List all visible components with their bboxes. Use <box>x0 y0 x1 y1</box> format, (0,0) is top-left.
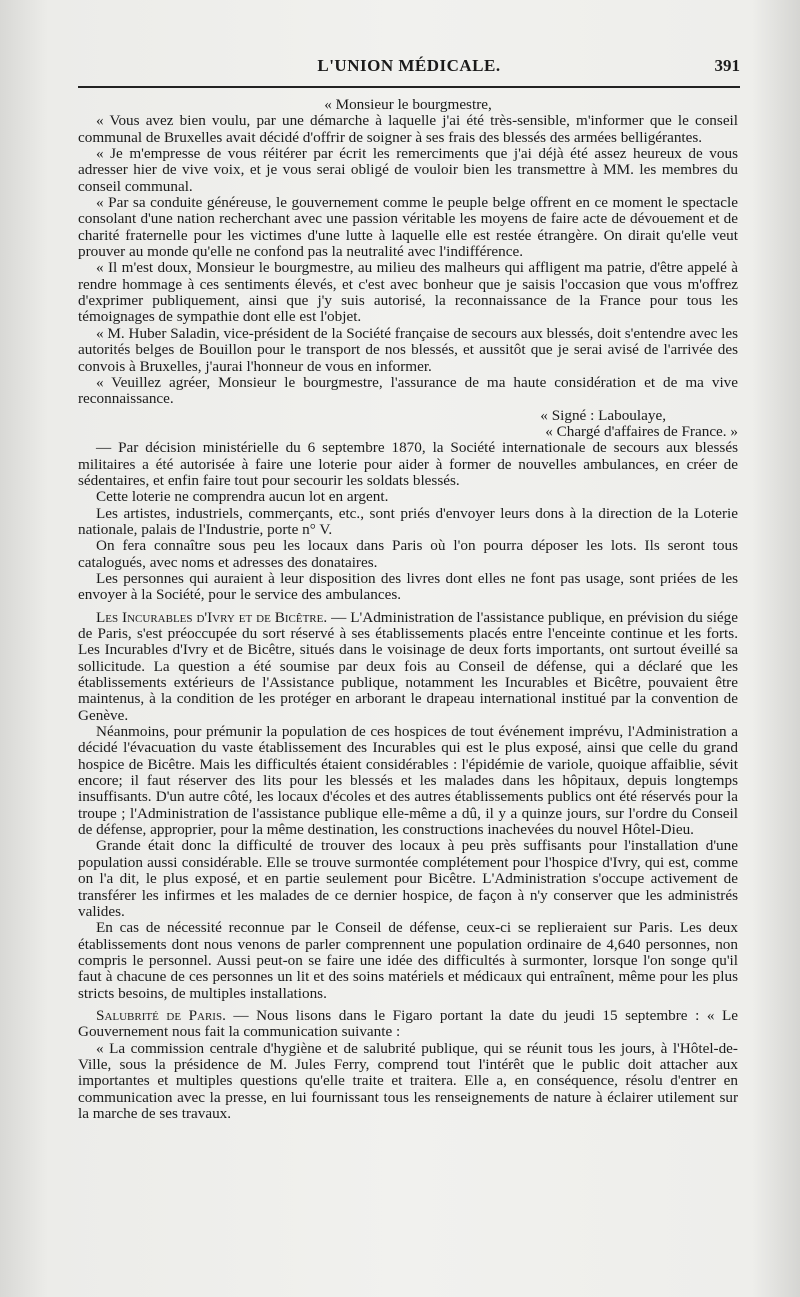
paragraph <box>78 97 738 113</box>
paragraph <box>78 506 738 539</box>
paragraph-text: « Signé : Laboulaye, <box>540 406 666 424</box>
paragraph <box>78 146 738 195</box>
paragraph-text: « Je m'empresse de vous réitérer par écrit les remerciments que j'ai déjà été assez heureux de vous adresser hier de vive voix, et je vous serai obligé de vouloir bien les transmettre à MM. les membres du conseil communal. <box>78 145 738 195</box>
paragraph <box>78 538 738 571</box>
paragraph-text: Les artistes, industriels, commerçants, etc., sont priés d'envoyer leurs dons à la direction de la Loterie nationale, palais de l'Industrie, porte n° V. <box>78 504 738 538</box>
paragraph <box>78 571 738 604</box>
paragraph-text: « Vous avez bien voulu, par une démarche à laquelle j'ai été très-sensible, m'informer que le conseil communal de Bruxelles avait décidé d'offrir de soigner à ses frais des blessés des armées belligérantes. <box>78 112 738 146</box>
section-lead: Salubrité de Paris. <box>96 1006 226 1024</box>
paragraph <box>78 1008 738 1041</box>
paragraph <box>78 440 738 489</box>
paragraph-text: Les personnes qui auraient à leur disposition des livres dont elles ne font pas usage, sont priées de les envoyer à la Société, pour le service des ambulances. <box>78 569 738 604</box>
page-number: 391 <box>714 56 740 75</box>
paragraph <box>78 195 738 260</box>
paragraph-text: « Monsieur le bourgmestre, <box>324 96 492 113</box>
running-title: L'UNION MÉDICALE. <box>317 56 501 75</box>
paragraph-text: Cette loterie ne comprendra aucun lot en argent. <box>96 488 389 506</box>
paragraph-text: On fera connaître sous peu les locaux dans Paris où l'on pourra déposer les lots. Ils seront tous catalogués, avec noms et adresses des donataires. <box>78 537 738 571</box>
article-body <box>78 97 738 1122</box>
page-header <box>78 56 740 86</box>
header-rule <box>78 86 740 88</box>
paragraph-text: — Nous lisons dans le Figaro portant la date du jeudi 15 septembre : « Le Gouvernement nous fait la communication suivante : <box>78 1006 738 1041</box>
paragraph <box>78 424 738 440</box>
section-lead: Les Incurables d'Ivry et de Bicêtre. <box>96 608 328 626</box>
paragraph-text: « Veuillez agréer, Monsieur le bourgmestre, l'assurance de ma haute considération et de ma vive reconnaissance. <box>78 373 738 408</box>
paragraph-text: « La commission centrale d'hygiène et de salubrité publique, qui se réunit tous les jours, à l'Hôtel-de-Ville, sous la présidence de M. Jules Ferry, comprend tout l'intérêt que le public doit attacher aux importantes et multiples questions qu'elle traite et traitera. Elle a, en conséquence, résolu d'entrer en communication avec la presse, en lui fournissant tous les renseignements de nature à éclairer utilement sur la marche de ses travaux. <box>78 1039 738 1122</box>
paragraph-text: « M. Huber Saladin, vice-président de la Société française de secours aux blessés, doit s'entendre avec les autorités belges de Bouillon pour le transport de nos blessés, et aussitôt que je serai avisé de l'arrivée des convois à Bruxelles, j'aurai l'honneur de vous en informer. <box>78 324 738 375</box>
paragraph-text: « Il m'est doux, Monsieur le bourgmestre, au milieu des malheurs qui affligent ma patrie, d'être appelé à rendre hommage à ces sentiments élevés, et c'est avec bonheur que je saisis l'occasion que vous m'offrez d'exprimer publiquement, ainsi que j'y suis autorisé, la reconnaissance de la France pour tous les témoignages de sympathie dont elle est l'objet. <box>78 259 738 326</box>
paragraph-text: « Chargé d'affaires de France. » <box>545 422 738 440</box>
paragraph <box>78 724 738 838</box>
paragraph <box>78 408 738 424</box>
paragraph <box>78 375 738 408</box>
paragraph-text: « Par sa conduite généreuse, le gouvernement comme le peuple belge offrent en ce moment le spectacle consolant d'une nation recherchant avec une passion véritable les moyens de faire acte de dévouement et de charité fraternelle pour les victimes d'une lutte à laquelle elle est restée étrangère. On dirait qu'elle veut prouver au monde qu'elle ne confond pas la neutralité avec l'indifférence. <box>78 194 738 261</box>
paragraph-text: — L'Administration de l'assistance publique, en prévision du siége de Paris, s'est préoccupée du sort réservé à ses établissements placés entre l'enceinte continue et les forts. Les Incurables d'Ivry et de Bicêtre, situés dans le voisinage de deux forts importants, ont surtout éveillé sa sollicitude. La question a été soumise par deux fois au Conseil de défense, qui a déclaré que les établissements extérieurs de l'Assistance publique, notamment les Incurables et Bicêtre, pouvaient être maintenus, à la condition de les protéger en arborant le drapeau international institué par la convention de Genève. <box>78 608 738 724</box>
paragraph <box>78 920 738 1002</box>
paragraph <box>78 113 738 146</box>
paragraph-text: — Par décision ministérielle du 6 septembre 1870, la Société internationale de secours aux blessés militaires a été autorisée à faire une loterie pour aider à former de nouvelles ambulances, en créer de sédentaires, et enfin faire tout pour secourir les soldats blessés. <box>78 439 738 489</box>
paragraph <box>78 260 738 325</box>
paragraph-text: Néanmoins, pour prémunir la population de ces hospices de tout événement imprévu, l'Administration a décidé l'évacuation du vaste établissement des Incurables qui est le plus exposé, ainsi que celle du grand hospice de Bicêtre. Mais les difficultés étaient considérables : l'épidémie de variole, quoique affaiblie, sévit encore; il faut réserver des lits pour les blessés et les malades dans les hôpitaux, depuis longtemps insuffisants. D'un autre côté, les locaux d'écoles et des autres établissements publics ont été réservés pour la troupe ; l'Administration de l'assistance publique elle-même a dû, il y a quinze jours, sur l'ordre du Conseil de défense, approprier, pour la même destination, les constructions inachevées du nouvel Hôtel-Dieu. <box>78 723 738 839</box>
paragraph-text: Grande était donc la difficulté de trouver des locaux à peu près suffisants pour l'installation d'une population aussi considérable. Elle se trouve surmontée complétement pour l'hospice d'Ivry, qui est, comme on l'a dit, le plus exposé, et en partie seulement pour Bicêtre. L'Administration s'occupe activement de transférer les infirmes et les malades de ce dernier hospice, de façon à n'y conserver que les administrés valides. <box>78 837 738 920</box>
paragraph <box>78 489 738 505</box>
paragraph <box>78 838 738 920</box>
paragraph <box>78 1041 738 1123</box>
paragraph-text: En cas de nécessité reconnue par le Conseil de défense, ceux-ci se replieraient sur Paris. Les deux établissements dont nous venons de parler comprennent une population ordinaire de 4,640 personnes, non compris le personnel. Aussi peut-on se faire une idée des difficultés à surmonter, lorsque l'on songe qu'il faut à chacune de ces personnes un lit et des soins matériels et médicaux qui entraînent, même pour les plus stricts besoins, de multiples installations. <box>78 919 738 1002</box>
paragraph <box>78 326 738 375</box>
paragraph <box>78 610 738 724</box>
